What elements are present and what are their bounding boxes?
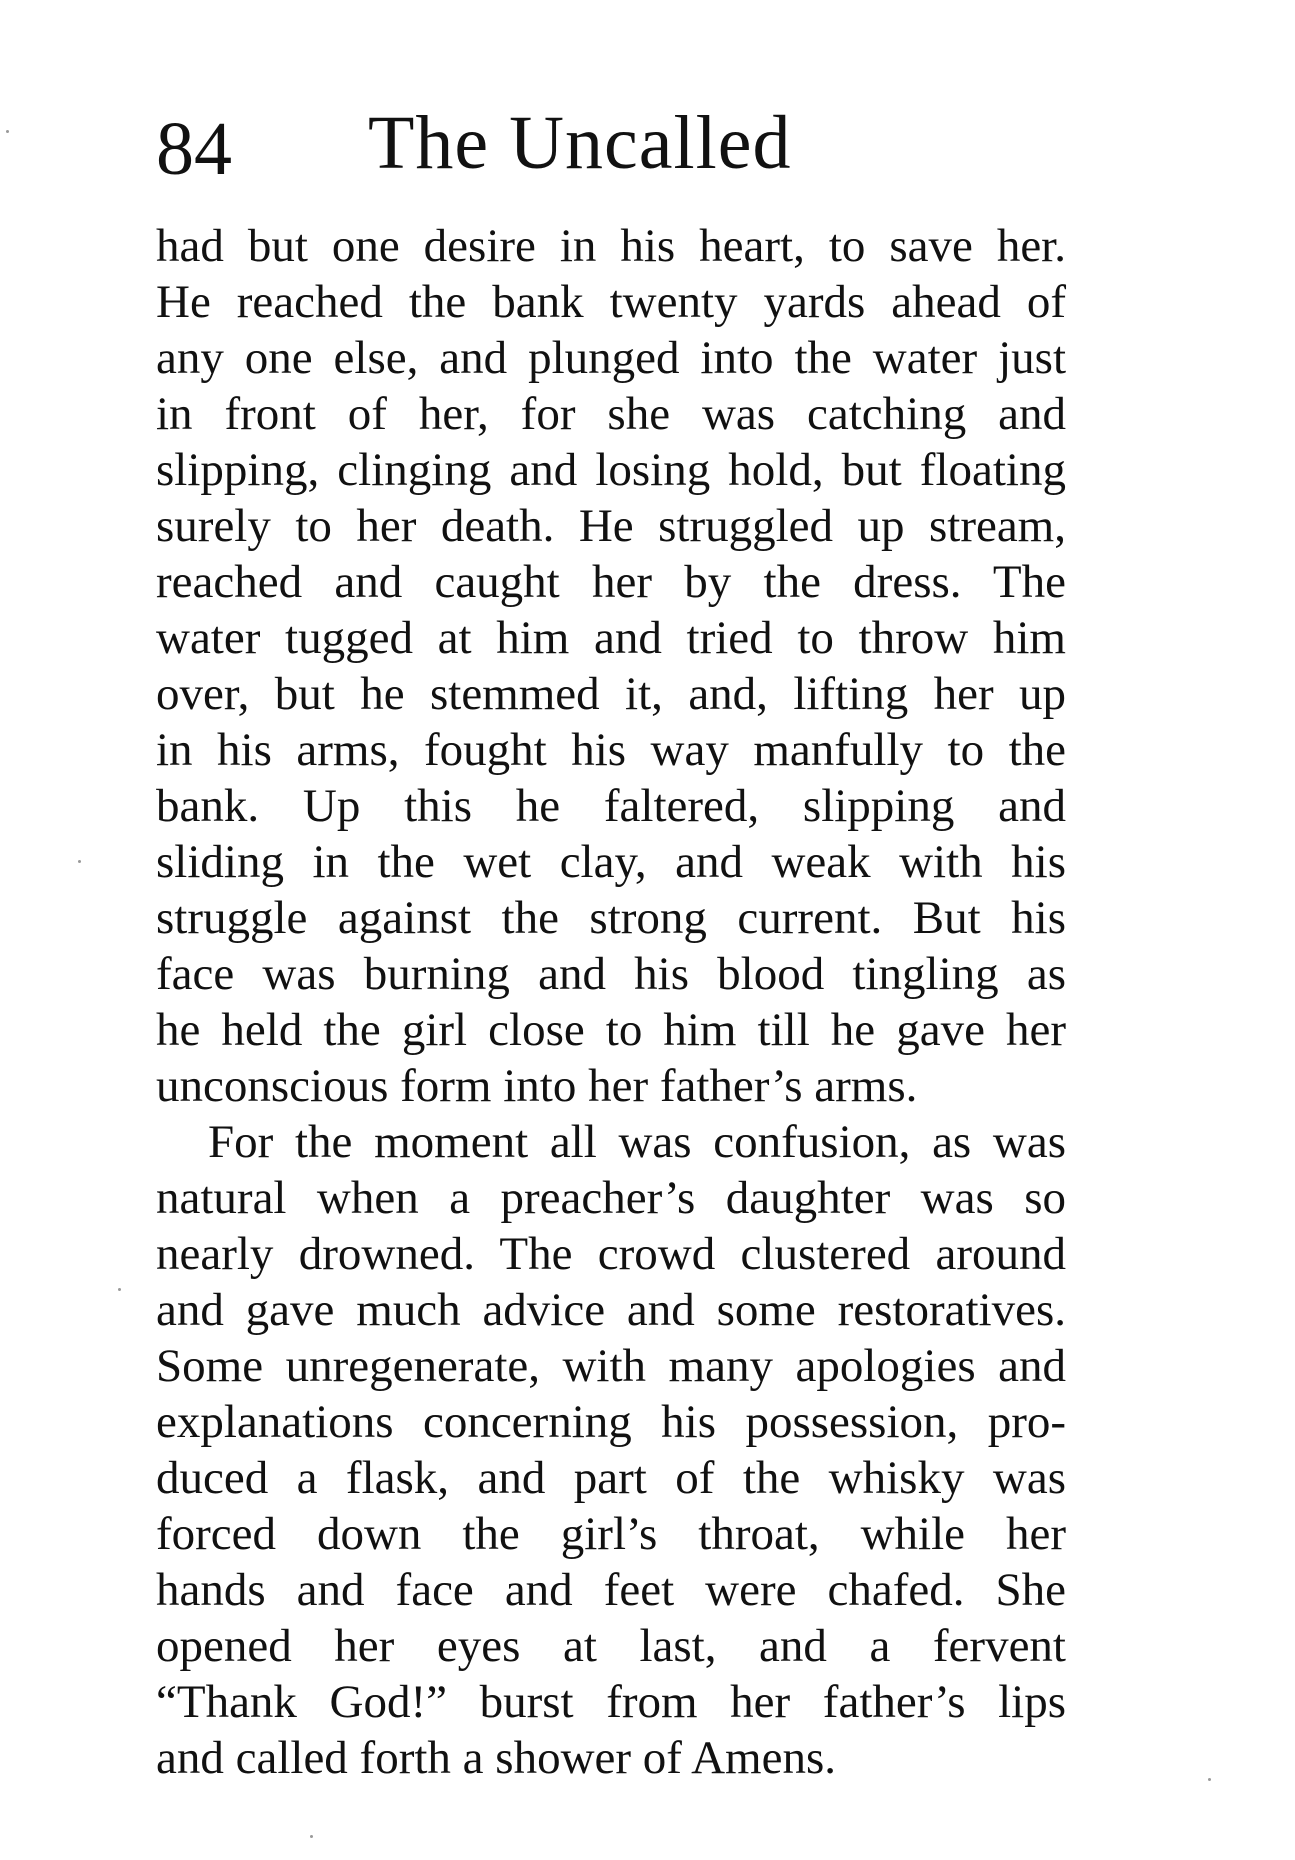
text-line: Some unregenerate, with many apologies and <box>156 1340 1066 1392</box>
text-line: reached and caught her by the dress. The <box>156 556 1066 608</box>
text-line: sliding in the wet clay, and weak with his <box>156 836 1066 888</box>
text-line: For the moment all was confusion, as was <box>208 1116 1066 1168</box>
paragraph-2 <box>156 1114 1066 1786</box>
text-line: natural when a preacher’s daughter was so <box>156 1172 1066 1224</box>
text-line: and gave much advice and some restoratives. <box>156 1284 1066 1336</box>
page-number: 84 <box>156 107 232 191</box>
text-line: he held the girl close to him till he gave her <box>156 1004 1066 1056</box>
text-line: water tugged at him and tried to throw him <box>156 612 1066 664</box>
text-line: face was burning and his blood tingling as <box>156 948 1066 1000</box>
text-line: any one else, and plunged into the water just <box>156 332 1066 384</box>
body-text <box>156 218 1066 1786</box>
text-line: in front of her, for she was catching and <box>156 388 1066 440</box>
text-line: had but one desire in his heart, to save her. <box>156 220 1066 272</box>
text-line: He reached the bank twenty yards ahead of <box>156 276 1066 328</box>
paper-speck <box>6 130 9 133</box>
text-line: duced a flask, and part of the whisky was <box>156 1452 1066 1504</box>
text-line: unconscious form into her father’s arms. <box>156 1060 918 1112</box>
paper-speck <box>310 1835 313 1838</box>
running-title: The Uncalled <box>368 101 792 185</box>
paragraph-1 <box>156 218 1066 1114</box>
text-line: struggle against the strong current. But his <box>156 892 1066 944</box>
text-line: forced down the girl’s throat, while her <box>156 1508 1066 1560</box>
text-line: “Thank God!” burst from her father’s lips <box>156 1676 1066 1728</box>
paper-speck <box>78 860 81 863</box>
text-line: over, but he stemmed it, and, lifting her up <box>156 668 1066 720</box>
text-line: opened her eyes at last, and a fervent <box>156 1620 1066 1672</box>
text-line: and called forth a shower of Amens. <box>156 1732 836 1784</box>
page-header <box>156 98 1076 191</box>
text-line: slipping, clinging and losing hold, but floating <box>156 444 1066 496</box>
text-line: surely to her death. He struggled up stream, <box>156 500 1066 552</box>
text-line: explanations concerning his possession, pro- <box>156 1396 1066 1448</box>
text-line: in his arms, fought his way manfully to the <box>156 724 1066 776</box>
text-line: hands and face and feet were chafed. She <box>156 1564 1066 1616</box>
text-line: bank. Up this he faltered, slipping and <box>156 780 1066 832</box>
paper-speck <box>1208 1778 1211 1781</box>
text-line: nearly drowned. The crowd clustered around <box>156 1228 1066 1280</box>
paper-speck <box>118 1288 121 1291</box>
